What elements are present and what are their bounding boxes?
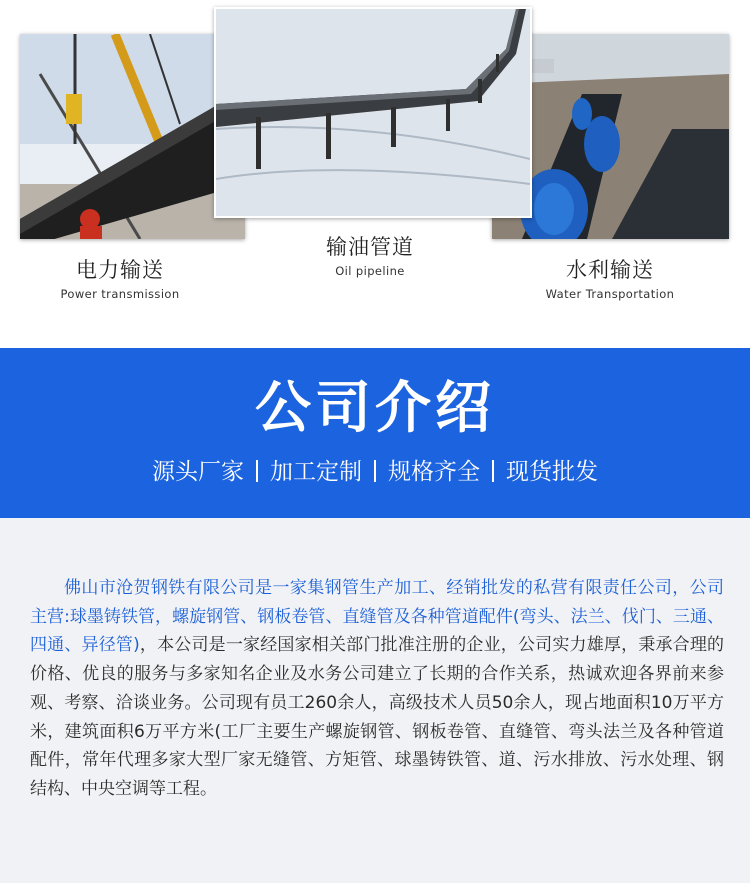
caption-en: Power transmission (60, 287, 180, 301)
tag-source-factory: 源头厂家 (152, 459, 244, 485)
photo-section (0, 0, 750, 348)
banner-tags (0, 455, 750, 489)
banner-title: 公司介绍 (255, 376, 495, 441)
tag-divider (256, 460, 258, 482)
caption-cn: 电力输送 (76, 258, 164, 282)
caption-cn: 输油管道 (326, 235, 414, 259)
intro-highlight: 佛山市沧贺钢铁有限公司是一家集钢管生产加工、经销批发的私营有限责任公司，公司主营:球墨铸铁管，螺旋钢管、钢板卷管、直缝管及各种管道配件(弯头、法兰、伐门、三通、四通、异径管) (30, 578, 724, 656)
tag-custom-processing: 加工定制 (270, 459, 362, 485)
oil-pipeline-photo (214, 7, 532, 218)
tag-divider (374, 460, 376, 482)
intro-body: ，本公司是一家经国家相关部门批准注册的企业，公司实力雄厚，秉承合理的价格、优良的服务与多家知名企业及水务公司建立了长期的合作关系，热诚欢迎各界前来参观、考察、洽谈业务。公司现有员工260余人，高级技术人员50余人，现占地面积10万平方米，建筑面积6万平方米(工厂主要生产螺旋钢管、钢板卷管、直缝管、弯头法兰及各种管道配件，常年代理多家大型厂家无缝管、方矩管、球墨铸铁管、道、污水排放、污水处理、钢结构、中央空调等工程。 (30, 635, 725, 799)
tag-divider (492, 460, 494, 482)
tag-spot-wholesale: 现货批发 (506, 459, 598, 485)
water-transportation-caption (510, 257, 710, 301)
caption-en: Oil pipeline (335, 264, 405, 278)
oil-pipeline-caption (280, 234, 460, 278)
caption-en: Water Transportation (545, 287, 675, 301)
tag-full-specs: 规格齐全 (388, 459, 480, 485)
power-transmission-caption (30, 257, 210, 301)
caption-cn: 水利输送 (566, 258, 654, 282)
company-intro-paragraph (30, 574, 724, 804)
power-transmission-photo (20, 34, 245, 239)
